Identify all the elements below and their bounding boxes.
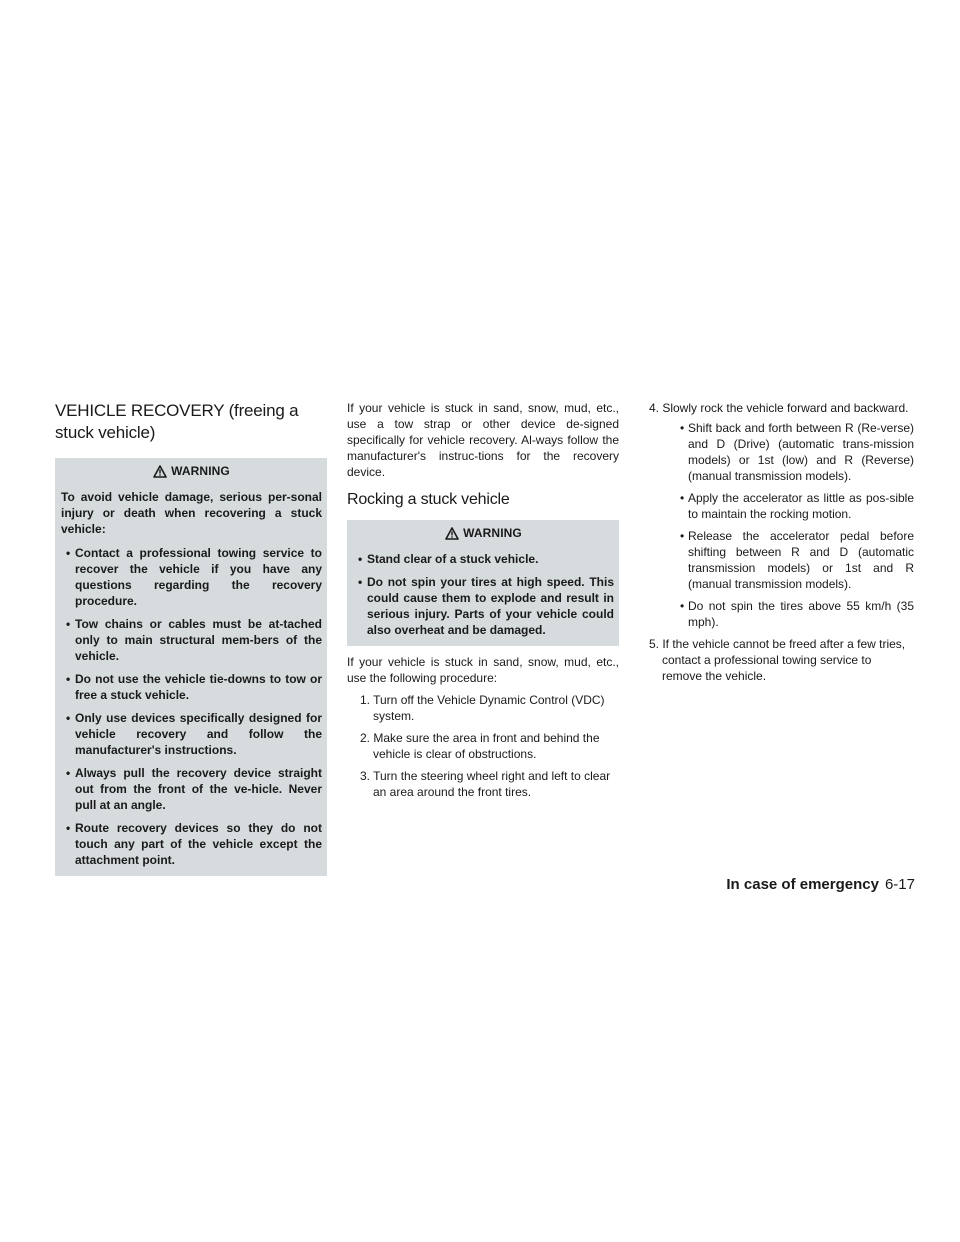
sub-item: • Apply the accelerator as little as pos-sible to maintain the rocking motion. xyxy=(662,490,914,522)
procedure-steps xyxy=(347,692,619,800)
intro-paragraph: If your vehicle is stuck in sand, snow, mud, etc., use a tow strap or other device de-signed specifically for vehicle recovery. Al-ways follow the manufacturer's instruc-tions for the recovery device. xyxy=(347,401,619,479)
footer-section-title: In case of emergency xyxy=(726,876,879,893)
sub-item: • Release the accelerator pedal before shifting between R and D (automatic transmission models) or 1st and R (manual transmission models). xyxy=(662,528,914,592)
procedure-step: 2. Make sure the area in front and behind the vehicle is clear of obstructions. xyxy=(360,731,600,761)
warning-list xyxy=(61,545,322,868)
warning-icon xyxy=(153,465,167,478)
sub-item: • Shift back and forth between R (Re-verse) and D (Drive) (automatic trans-mission models) or 1st (low) and R (Reverse) (manual transmission models). xyxy=(662,420,914,484)
section-title: VEHICLE RECOVERY (freeing a stuck vehicle) xyxy=(55,401,299,442)
procedure-step: 4. Slowly rock the vehicle forward and backward. • Shift back and forth between R (Re-verse) and D (Drive) (automatic trans-mission models) or 1st (low) and R (Reverse) (manual transmission models). • Apply the accelerator as little as pos-sible to maintain the rocking motion. • Release the accelerator pedal before shifting between R and D (automatic transmission models) or 1st and R (manual transmission models). • Do not spin the tires above 55 km/h (35 mph). xyxy=(640,400,914,630)
procedure-step: 3. Turn the steering wheel right and left to clear an area around the front tires. xyxy=(360,769,611,799)
step-sublist xyxy=(662,420,914,630)
warning-header xyxy=(61,463,322,479)
warning-item: • Always pull the recovery device straight out from the front of the ve-hicle. Never pull at an angle. xyxy=(61,765,322,813)
page-number: 6-17 xyxy=(884,876,915,893)
warning-item: • Contact a professional towing service to recover the vehicle if you have any questions regarding the recovery procedure. xyxy=(61,545,322,609)
warning-list xyxy=(353,551,614,638)
warning-lead: To avoid vehicle damage, serious per-sonal injury or death when recovering a stuck vehicle: xyxy=(61,490,322,536)
warning-header xyxy=(353,525,614,541)
warning-item: • Route recovery devices so they do not touch any part of the vehicle except the attachment point. xyxy=(61,820,322,868)
right-column xyxy=(640,400,914,690)
left-column xyxy=(55,400,327,876)
procedure-step: 1. Turn off the Vehicle Dynamic Control (VDC) system. xyxy=(360,693,605,723)
warning-item: • Do not use the vehicle tie-downs to tow or free a stuck vehicle. xyxy=(61,671,322,703)
warning-box xyxy=(55,458,327,876)
page-footer xyxy=(726,876,915,893)
procedure-step: 5. If the vehicle cannot be freed after a few tries, contact a professional towing service to remove the vehicle. xyxy=(649,637,906,683)
procedure-steps-continued xyxy=(640,400,914,684)
warning-item: • Do not spin your tires at high speed. This could cause them to explode and result in serious injury. Parts of your vehicle could also overheat and be damaged. xyxy=(353,574,614,638)
warning-item: • Tow chains or cables must be at-tached only to main structural mem-bers of the vehicle. xyxy=(61,616,322,664)
warning-label: WARNING xyxy=(463,526,522,540)
warning-item: • Only use devices specifically designed for vehicle recovery and follow the manufacturer's instructions. xyxy=(61,710,322,758)
subsection-title: Rocking a stuck vehicle xyxy=(347,491,510,508)
rocking-warning-box xyxy=(347,520,619,646)
warning-item: • Stand clear of a stuck vehicle. xyxy=(353,551,614,567)
middle-column xyxy=(347,400,619,806)
warning-icon xyxy=(445,527,459,540)
procedure-intro: If your vehicle is stuck in sand, snow, mud, etc., use the following procedure: xyxy=(347,655,619,685)
warning-label: WARNING xyxy=(171,464,230,478)
sub-item: • Do not spin the tires above 55 km/h (35 mph). xyxy=(662,598,914,630)
